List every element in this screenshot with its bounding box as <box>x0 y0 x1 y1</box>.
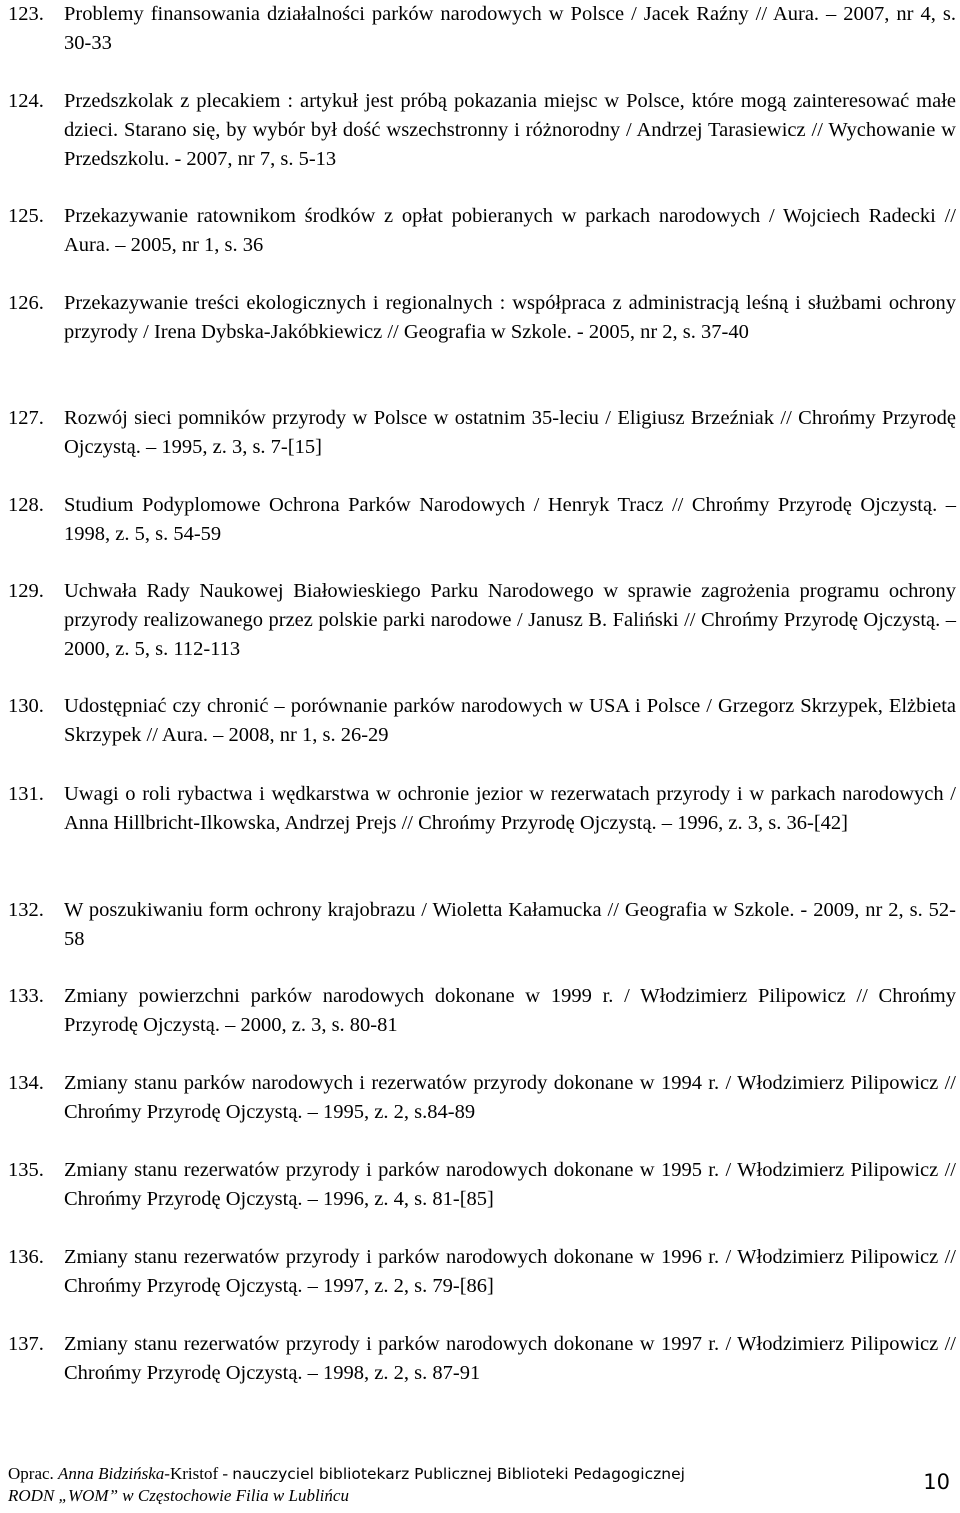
entry-text: Przekazywanie ratownikom środków z opłat pobieranych w parkach narodowych / Wojciech Radecki // Aura. – 2005, nr 1, s. 36 <box>64 205 956 256</box>
entry-text: Zmiany stanu rezerwatów przyrody i parków narodowych dokonane w 1996 r. / Włodzimierz Pilipowicz // Chrońmy Przyrodę Ojczystą. – 1997, z. 2, s. 79-[86] <box>64 1246 956 1297</box>
footer-role: nauczyciel bibliotekarz Publicznej Biblioteki Pedagogicznej <box>232 1465 685 1483</box>
bibliography-entry <box>8 404 956 462</box>
entry-text: W poszukiwaniu form ochrony krajobrazu / Wioletta Kałamucka // Geografia w Szkole. - 2009, nr 2, s. 52-58 <box>64 899 956 950</box>
entry-number: 127. <box>8 407 44 429</box>
entry-text: Przekazywanie treści ekologicznych i regionalnych : współpraca z administracją leśną i służbami ochrony przyrody / Irena Dybska-Jakóbkiewicz // Geografia w Szkole. - 2005, nr 2, s. 37-40 <box>64 292 956 343</box>
entry-text: Zmiany stanu rezerwatów przyrody i parków narodowych dokonane w 1995 r. / Włodzimierz Pilipowicz // Chrońmy Przyrodę Ojczystą. – 1996, z. 4, s. 81-[85] <box>64 1159 956 1210</box>
entry-number: 124. <box>8 90 44 112</box>
bibliography-entry <box>8 87 956 174</box>
bibliography-entry <box>8 1156 956 1214</box>
footer-author-rest: Kristof - <box>169 1464 233 1483</box>
entry-number: 131. <box>8 783 44 805</box>
bibliography-entry <box>8 896 956 954</box>
entry-text: Zmiany powierzchni parków narodowych dokonane w 1999 r. / Włodzimierz Pilipowicz // Chrońmy Przyrodę Ojczystą. – 2000, z. 3, s. 80-81 <box>64 985 956 1036</box>
entry-number: 128. <box>8 494 44 516</box>
entry-number: 132. <box>8 899 44 921</box>
page-footer <box>8 1463 956 1509</box>
entry-number: 133. <box>8 985 44 1007</box>
entry-text: Zmiany stanu rezerwatów przyrody i parków narodowych dokonane w 1997 r. / Włodzimierz Pilipowicz // Chrońmy Przyrodę Ojczystą. – 1998, z. 2, s. 87-91 <box>64 1333 956 1384</box>
entry-text: Przedszkolak z plecakiem : artykuł jest próbą pokazania miejsc w Polsce, które mogą zainteresować małe dzieci. Starano się, by wybór był dość wszechstronny i różnorodny / Andrzej Tarasiewicz // Wychowanie w Przedszkolu. - 2007, nr 7, s. 5-13 <box>64 90 956 170</box>
footer-compiler-line <box>8 1463 685 1485</box>
entry-text: Udostępniać czy chronić – porównanie parków narodowych w USA i Polsce / Grzegorz Skrzypek, Elżbieta Skrzypek // Aura. – 2008, nr 1, s. 26-29 <box>64 695 956 746</box>
entry-number: 136. <box>8 1246 44 1268</box>
bibliography-entry <box>8 289 956 347</box>
entry-text: Rozwój sieci pomników przyrody w Polsce w ostatnim 35-leciu / Eligiusz Brzeźniak // Chrońmy Przyrodę Ojczystą. – 1995, z. 3, s. 7-[15] <box>64 407 956 458</box>
bibliography-entry <box>8 1243 956 1301</box>
entry-number: 125. <box>8 205 44 227</box>
entry-number: 129. <box>8 580 44 602</box>
entry-text: Problemy finansowania działalności parków narodowych w Polsce / Jacek Raźny // Aura. – 2007, nr 4, s. 30-33 <box>64 3 956 54</box>
entry-number: 134. <box>8 1072 44 1094</box>
page-number: 10 <box>923 1470 950 1494</box>
footer-author: Anna Bidzińska- <box>58 1464 170 1483</box>
entry-text: Studium Podyplomowe Ochrona Parków Narodowych / Henryk Tracz // Chrońmy Przyrodę Ojczystą. – 1998, z. 5, s. 54-59 <box>64 494 956 545</box>
footer-institution: RODN „WOM” w Częstochowie Filia w Lublińcu <box>8 1486 349 1505</box>
bibliography-entry <box>8 0 956 58</box>
footer-prefix: Oprac. <box>8 1464 59 1483</box>
entry-text: Zmiany stanu parków narodowych i rezerwatów przyrody dokonane w 1994 r. / Włodzimierz Pilipowicz // Chrońmy Przyrodę Ojczystą. – 1995, z. 2, s.84-89 <box>64 1072 956 1123</box>
entry-text: Uwagi o roli rybactwa i wędkarstwa w ochronie jezior w rezerwatach przyrody i w parkach narodowych / Anna Hillbricht-Ilkowska, Andrzej Prejs // Chrońmy Przyrodę Ojczystą. – 1996, z. 3, s. 36-[42] <box>64 783 956 834</box>
bibliography-entry <box>8 780 956 838</box>
entry-number: 137. <box>8 1333 44 1355</box>
bibliography-entry <box>8 1330 956 1388</box>
entry-number: 135. <box>8 1159 44 1181</box>
bibliography-entry <box>8 491 956 549</box>
bibliography-entry <box>8 982 956 1040</box>
entry-number: 130. <box>8 695 44 717</box>
entry-text: Uchwała Rady Naukowej Białowieskiego Parku Narodowego w sprawie zagrożenia programu ochrony przyrody realizowanego przez polskie parki narodowe / Janusz B. Faliński // Chrońmy Przyrodę Ojczystą. – 2000, z. 5, s. 112-113 <box>64 580 956 660</box>
entry-number: 126. <box>8 292 44 314</box>
bibliography-entry <box>8 692 956 750</box>
bibliography-entry <box>8 202 956 260</box>
bibliography-entry <box>8 1069 956 1127</box>
entry-number: 123. <box>8 3 44 25</box>
bibliography-entry <box>8 577 956 664</box>
